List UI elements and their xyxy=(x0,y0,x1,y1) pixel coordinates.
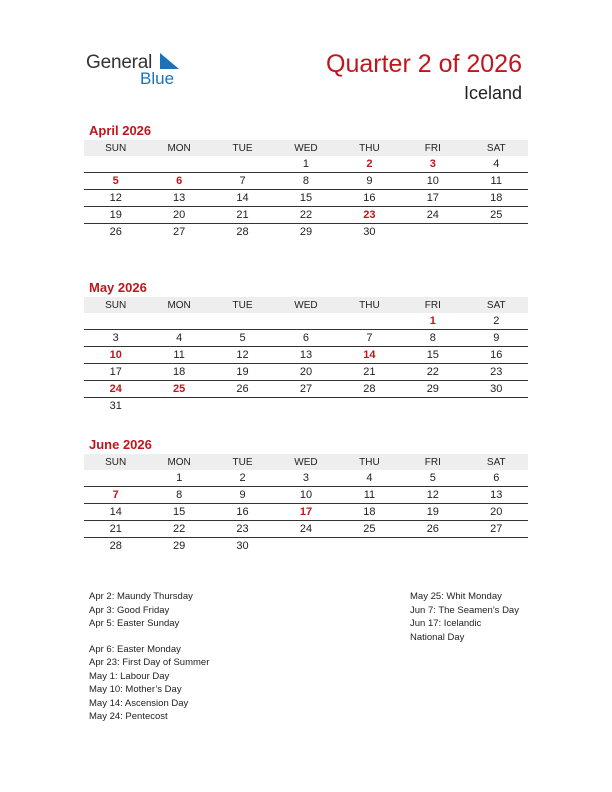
weekday-header: MON xyxy=(147,140,210,156)
day-cell: 11 xyxy=(147,347,210,364)
empty-cell xyxy=(211,313,274,330)
weekday-header: THU xyxy=(338,297,401,313)
day-cell: 27 xyxy=(465,521,528,538)
day-cell: 17 xyxy=(401,190,464,207)
day-cell: 7 xyxy=(211,173,274,190)
empty-cell xyxy=(274,398,337,415)
weekday-header: MON xyxy=(147,454,210,470)
holiday-day-cell: 10 xyxy=(84,347,147,364)
day-cell: 20 xyxy=(465,504,528,521)
empty-cell xyxy=(147,156,210,173)
holiday-day-cell: 7 xyxy=(84,487,147,504)
logo-blue-text: Blue xyxy=(140,69,175,88)
day-cell: 1 xyxy=(274,156,337,173)
holiday-note: Apr 23: First Day of Summer xyxy=(89,657,210,668)
day-cell: 2 xyxy=(211,470,274,487)
day-cell: 9 xyxy=(465,330,528,347)
week-row xyxy=(84,207,528,224)
holiday-day-cell: 17 xyxy=(274,504,337,521)
day-cell: 27 xyxy=(173,226,186,238)
day-cell: 30 xyxy=(465,381,528,398)
day-cell: 9 xyxy=(338,173,401,190)
weekday-header: WED xyxy=(274,297,337,313)
day-cell: 2 xyxy=(465,313,528,330)
weekday-header: SAT xyxy=(465,454,528,470)
day-cell: 11 xyxy=(338,487,401,504)
day-cell: 22 xyxy=(147,521,210,538)
week-row xyxy=(84,330,528,347)
day-cell: 25 xyxy=(338,521,401,538)
holiday-day-cell: 6 xyxy=(147,173,210,190)
weekday-header: SUN xyxy=(84,454,147,470)
day-cell: 6 xyxy=(274,330,337,347)
day-cell: 26 xyxy=(401,521,464,538)
month-june xyxy=(84,436,528,554)
day-cell: 1 xyxy=(147,470,210,487)
empty-cell xyxy=(84,156,147,173)
day-cell: 10 xyxy=(401,173,464,190)
empty-cell xyxy=(338,398,401,415)
day-cell: 28 xyxy=(109,540,122,552)
weekday-header: THU xyxy=(338,454,401,470)
day-cell: 13 xyxy=(274,347,337,364)
empty-cell xyxy=(147,313,210,330)
day-cell: 4 xyxy=(465,156,528,173)
empty-cell xyxy=(465,538,528,555)
holiday-note: May 14: Ascension Day xyxy=(89,697,189,709)
week-row xyxy=(84,470,528,487)
empty-cell xyxy=(274,538,337,555)
month-title: May 2026 xyxy=(89,280,147,295)
week-row xyxy=(84,381,528,398)
day-cell: 19 xyxy=(211,364,274,381)
day-cell: 26 xyxy=(211,381,274,398)
page-title: Quarter 2 of 2026 xyxy=(326,50,522,78)
day-cell: 14 xyxy=(84,504,147,521)
week-row xyxy=(84,487,528,504)
day-cell: 12 xyxy=(401,487,464,504)
weekday-header: SUN xyxy=(84,140,147,156)
month-may xyxy=(84,279,528,414)
day-cell: 22 xyxy=(401,364,464,381)
holiday-note: May 10: Mother’s Day xyxy=(89,684,182,695)
day-cell: 23 xyxy=(465,364,528,381)
day-cell: 28 xyxy=(236,226,249,238)
day-cell: 22 xyxy=(274,207,337,224)
day-cell: 15 xyxy=(401,347,464,364)
holiday-note: Jun 17: Icelandic xyxy=(410,618,482,629)
day-cell: 3 xyxy=(274,470,337,487)
day-cell: 25 xyxy=(465,207,528,224)
day-cell: 23 xyxy=(211,521,274,538)
day-cell: 20 xyxy=(147,207,210,224)
day-cell: 26 xyxy=(109,226,122,238)
day-cell: 14 xyxy=(211,190,274,207)
weekday-header: FRI xyxy=(401,297,464,313)
weekday-header: TUE xyxy=(211,454,274,470)
day-cell: 3 xyxy=(84,330,147,347)
day-cell: 29 xyxy=(299,226,313,238)
holiday-day-cell: 25 xyxy=(147,381,210,398)
empty-cell xyxy=(211,156,274,173)
day-cell: 12 xyxy=(84,190,147,207)
calendar-grid xyxy=(84,297,528,414)
brand-logo xyxy=(86,50,196,90)
day-cell: 6 xyxy=(465,470,528,487)
holiday-note: National Day xyxy=(410,631,465,643)
weekday-header: FRI xyxy=(401,454,464,470)
day-cell: 4 xyxy=(147,330,210,347)
day-cell: 27 xyxy=(274,381,337,398)
empty-cell xyxy=(211,398,274,415)
weekday-header: THU xyxy=(338,140,401,156)
day-cell: 13 xyxy=(147,190,210,207)
calendar-grid xyxy=(84,454,528,554)
week-row xyxy=(84,398,528,415)
day-cell: 19 xyxy=(84,207,147,224)
day-cell: 8 xyxy=(147,487,210,504)
day-cell: 8 xyxy=(401,330,464,347)
day-cell: 19 xyxy=(401,504,464,521)
holiday-note: May 24: Pentecost xyxy=(89,711,168,722)
weekday-header: SAT xyxy=(465,140,528,156)
holiday-day-cell: 2 xyxy=(338,156,401,173)
day-cell: 5 xyxy=(401,470,464,487)
empty-cell xyxy=(338,313,401,330)
day-cell: 18 xyxy=(147,364,210,381)
empty-cell xyxy=(84,313,147,330)
week-row xyxy=(84,364,528,381)
week-row xyxy=(84,313,528,330)
day-cell: 30 xyxy=(236,540,249,552)
day-cell: 10 xyxy=(274,487,337,504)
week-row xyxy=(84,190,528,207)
weekday-header: MON xyxy=(147,297,210,313)
month-title: April 2026 xyxy=(89,123,152,138)
weekday-header: SUN xyxy=(84,297,147,313)
calendar-grid xyxy=(84,140,528,240)
weekday-header: TUE xyxy=(211,140,274,156)
holiday-note: Jun 7: The Seamen’s Day xyxy=(410,604,519,616)
day-cell: 16 xyxy=(211,504,274,521)
empty-cell xyxy=(274,313,337,330)
holiday-note: Apr 5: Easter Sunday xyxy=(89,618,180,629)
logo-flag-icon xyxy=(160,53,180,70)
holiday-day-cell: 24 xyxy=(84,381,147,398)
day-cell: 31 xyxy=(109,400,122,412)
holiday-note: Apr 2: Maundy Thursday xyxy=(89,591,193,602)
day-cell: 28 xyxy=(338,381,401,398)
empty-cell xyxy=(401,398,464,415)
day-cell: 13 xyxy=(465,487,528,504)
day-cell: 16 xyxy=(338,190,401,207)
day-cell: 18 xyxy=(465,190,528,207)
holiday-day-cell: 23 xyxy=(338,207,401,224)
week-row xyxy=(84,347,528,364)
empty-cell xyxy=(338,538,401,555)
week-row xyxy=(84,521,528,538)
weekday-header: TUE xyxy=(211,297,274,313)
day-cell: 29 xyxy=(401,381,464,398)
day-cell: 21 xyxy=(338,364,401,381)
day-cell: 12 xyxy=(211,347,274,364)
day-cell: 20 xyxy=(274,364,337,381)
day-cell: 5 xyxy=(211,330,274,347)
holiday-note: May 1: Labour Day xyxy=(89,670,170,682)
empty-cell xyxy=(84,470,147,487)
day-cell: 21 xyxy=(84,521,147,538)
week-row xyxy=(84,173,528,190)
empty-cell xyxy=(147,398,210,415)
day-cell: 9 xyxy=(211,487,274,504)
holiday-note: Apr 6: Easter Monday xyxy=(89,643,181,655)
holiday-day-cell: 1 xyxy=(401,313,464,330)
week-row xyxy=(84,538,528,555)
month-title: June 2026 xyxy=(89,437,152,452)
holiday-day-cell: 14 xyxy=(338,347,401,364)
holiday-note: May 25: Whit Monday xyxy=(410,591,502,602)
country-name: Iceland xyxy=(463,83,522,103)
day-cell: 4 xyxy=(338,470,401,487)
empty-cell xyxy=(401,224,464,241)
week-row xyxy=(84,224,528,241)
day-cell: 8 xyxy=(274,173,337,190)
holiday-notes-left xyxy=(89,590,209,724)
day-cell: 15 xyxy=(147,504,210,521)
day-cell: 17 xyxy=(84,364,147,381)
day-cell: 16 xyxy=(465,347,528,364)
logo-general-text: General xyxy=(86,52,153,73)
weekday-header: FRI xyxy=(401,140,464,156)
day-cell: 24 xyxy=(274,521,337,538)
day-cell: 18 xyxy=(338,504,401,521)
day-cell: 15 xyxy=(274,190,337,207)
empty-cell xyxy=(401,538,464,555)
day-cell: 29 xyxy=(173,540,186,552)
empty-cell xyxy=(465,398,528,415)
day-cell: 21 xyxy=(211,207,274,224)
weekday-header: WED xyxy=(274,454,337,470)
day-cell: 7 xyxy=(338,330,401,347)
holiday-notes-right xyxy=(410,590,519,644)
holiday-day-cell: 5 xyxy=(84,173,147,190)
day-cell: 24 xyxy=(401,207,464,224)
month-april xyxy=(84,122,528,240)
empty-cell xyxy=(465,224,528,241)
day-cell: 11 xyxy=(465,173,528,190)
day-cell: 30 xyxy=(363,226,376,238)
holiday-day-cell: 3 xyxy=(401,156,464,173)
week-row xyxy=(84,504,528,521)
weekday-header: WED xyxy=(274,140,337,156)
weekday-header: SAT xyxy=(465,297,528,313)
holiday-note: Apr 3: Good Friday xyxy=(89,604,170,616)
week-row xyxy=(84,156,528,173)
